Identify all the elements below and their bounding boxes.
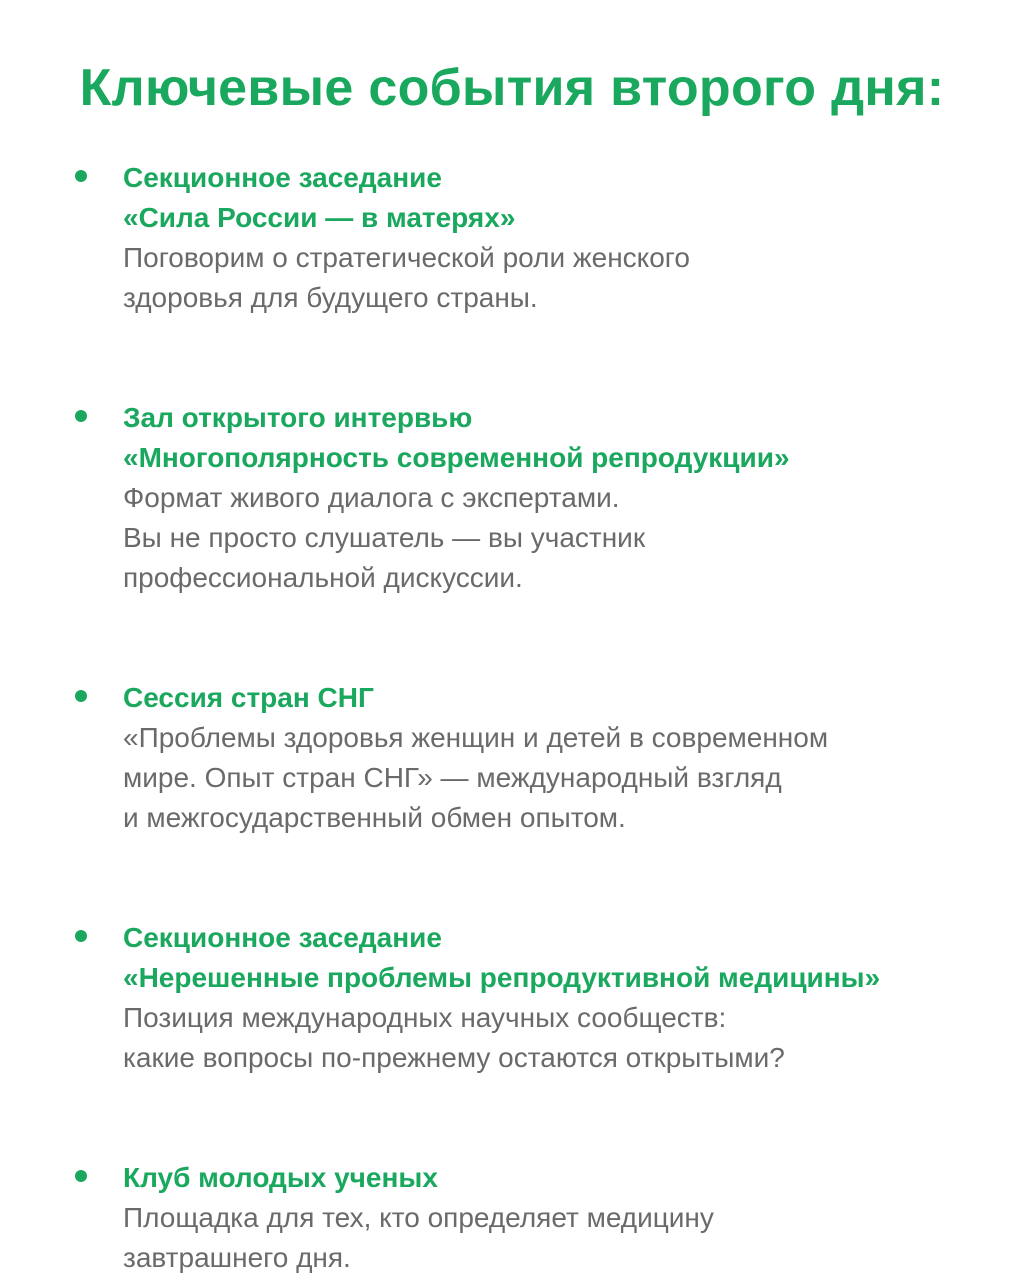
bullet-icon [75,170,87,182]
event-item [0,1158,1024,1278]
event-heading-line: «Сила России — в матерях» [123,202,516,233]
event-description-line: Формат живого диалога с экспертами. [123,482,620,513]
event-heading-line: «Нерешенные проблемы репродуктивной медицины» [123,962,881,993]
event-description-line: Вы не просто слушатель — вы участник [123,522,646,553]
event-description-line: «Проблемы здоровья женщин и детей в современном [123,722,829,753]
event-item [0,158,1024,318]
event-heading-line: Секционное заседание [123,922,442,953]
event-heading-line: Клуб молодых ученых [123,1162,438,1193]
bullet-icon [75,410,87,422]
event-heading-line: Секционное заседание [123,162,442,193]
event-item [0,398,1024,598]
event-description-line: Позиция международных научных сообществ: [123,1002,727,1033]
event-description-line: профессиональной дискуссии. [123,562,523,593]
event-description-line: Поговорим о стратегической роли женского [123,242,690,273]
event-description-line: Площадка для тех, кто определяет медицину [123,1202,714,1233]
bullet-icon [75,1170,87,1182]
event-item [0,678,1024,838]
event-description-line: завтрашнего дня. [123,1242,351,1273]
bullet-icon [75,930,87,942]
page-title: Ключевые события второго дня: [79,59,945,117]
bullet-icon [75,690,87,702]
event-description-line: какие вопросы по-прежнему остаются открытыми? [123,1042,785,1073]
event-description-line: здоровья для будущего страны. [123,282,538,313]
event-item [0,918,1024,1078]
events-list [0,158,1024,1278]
event-description-line: и межгосударственный обмен опытом. [123,802,626,833]
event-heading-line: Зал открытого интервью [123,402,473,433]
event-heading-line: «Многополярность современной репродукции» [123,442,790,473]
event-heading-line: Сессия стран СНГ [123,682,374,713]
event-description-line: мире. Опыт стран СНГ» — международный взгляд [123,762,782,793]
